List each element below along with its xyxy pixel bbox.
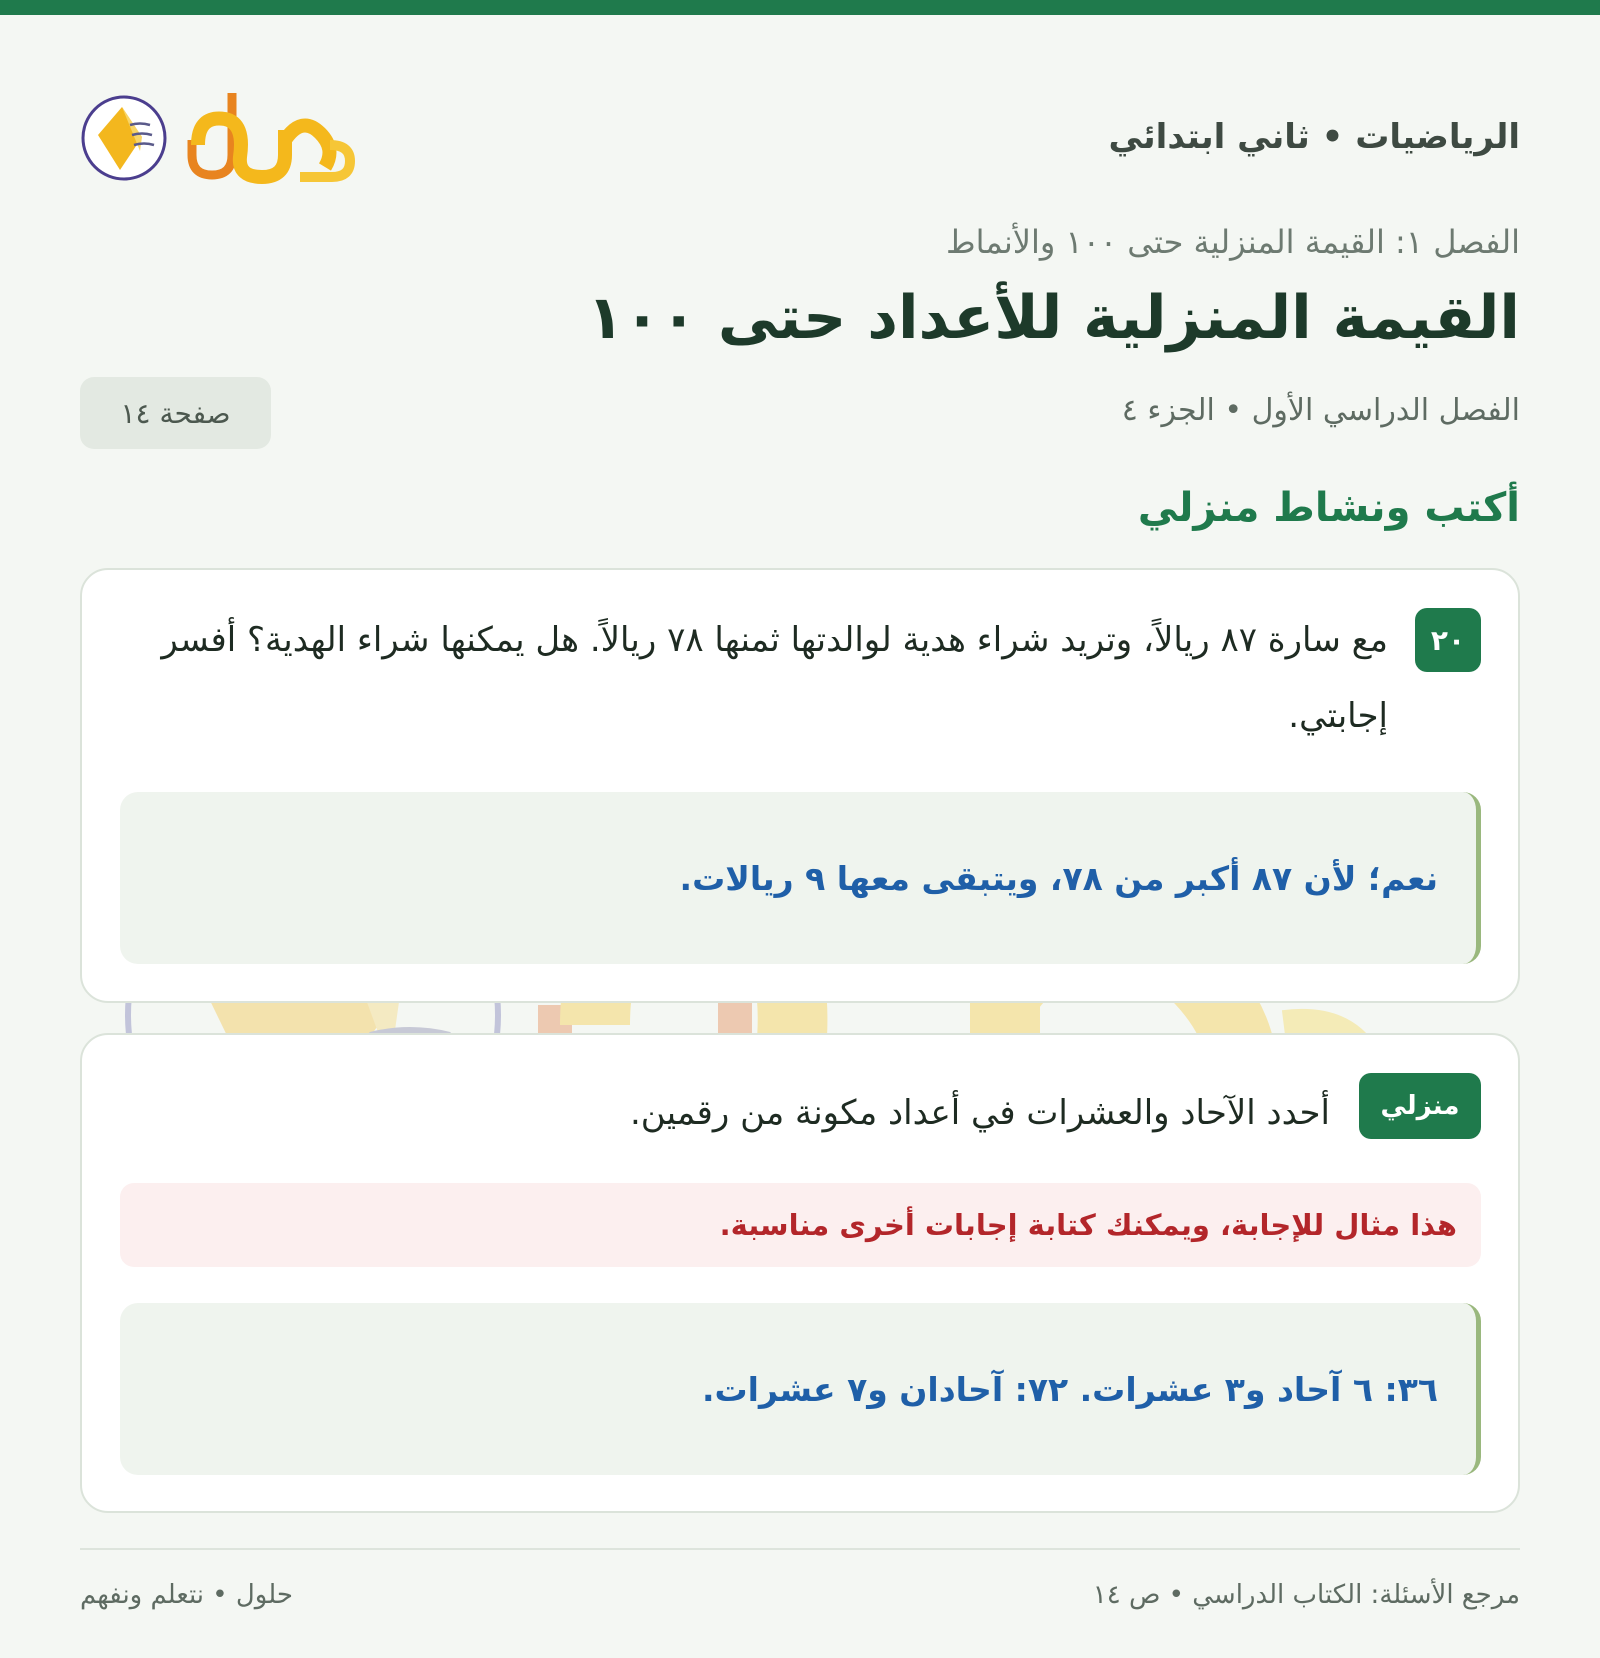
home-activity-badge: منزلي: [1359, 1073, 1481, 1139]
footer-brand: حلول • نتعلم ونفهم: [80, 1580, 293, 1610]
question-number-badge: ٢٠: [1415, 608, 1481, 672]
answer-text: ٣٦: ٦ آحاد و٣ عشرات. ٧٢: آحادان و٧ عشرات.: [701, 1369, 1438, 1409]
answer-text: نعم؛ لأن ٨٧ أكبر من ٧٨، ويتبقى معها ٩ ريالات.: [679, 858, 1438, 898]
question-text: أحدد الآحاد والعشرات في أعداد مكونة من رقمين.: [629, 1093, 1330, 1133]
top-accent-bar: [0, 0, 1600, 15]
question-card-home: [80, 1033, 1520, 1513]
footer-divider: [80, 1548, 1520, 1550]
sample-answer-note: [120, 1183, 1481, 1267]
page-number-badge: صفحة ١٤: [80, 377, 271, 449]
question-card-20: [80, 568, 1520, 1003]
note-text: هذا مثال للإجابة، ويمكنك كتابة إجابات أخرى مناسبة.: [719, 1208, 1457, 1242]
lesson-title: القيمة المنزلية للأعداد حتى ١٠٠: [587, 283, 1520, 353]
answer-box: [120, 792, 1481, 964]
hulool-logo[interactable]: [80, 85, 360, 190]
term-part-label: الفصل الدراسي الأول • الجزء ٤: [1121, 393, 1520, 428]
subject-grade: الرياضيات • ثاني ابتدائي: [1108, 117, 1520, 157]
question-text: مع سارة ٨٧ ريالاً، وتريد شراء هدية لوالدتها ثمنها ٧٨ ريالاً. هل يمكنها شراء الهدية؟ أفسر إجابتي.: [161, 620, 1388, 736]
page-header: [80, 85, 1520, 190]
answer-box: [120, 1303, 1481, 1475]
footer-source: مرجع الأسئلة: الكتاب الدراسي • ص ١٤: [1092, 1580, 1520, 1610]
chapter-label: الفصل ١: القيمة المنزلية حتى ١٠٠ والأنماط: [946, 223, 1520, 261]
section-title: أكتب ونشاط منزلي: [1137, 485, 1520, 531]
